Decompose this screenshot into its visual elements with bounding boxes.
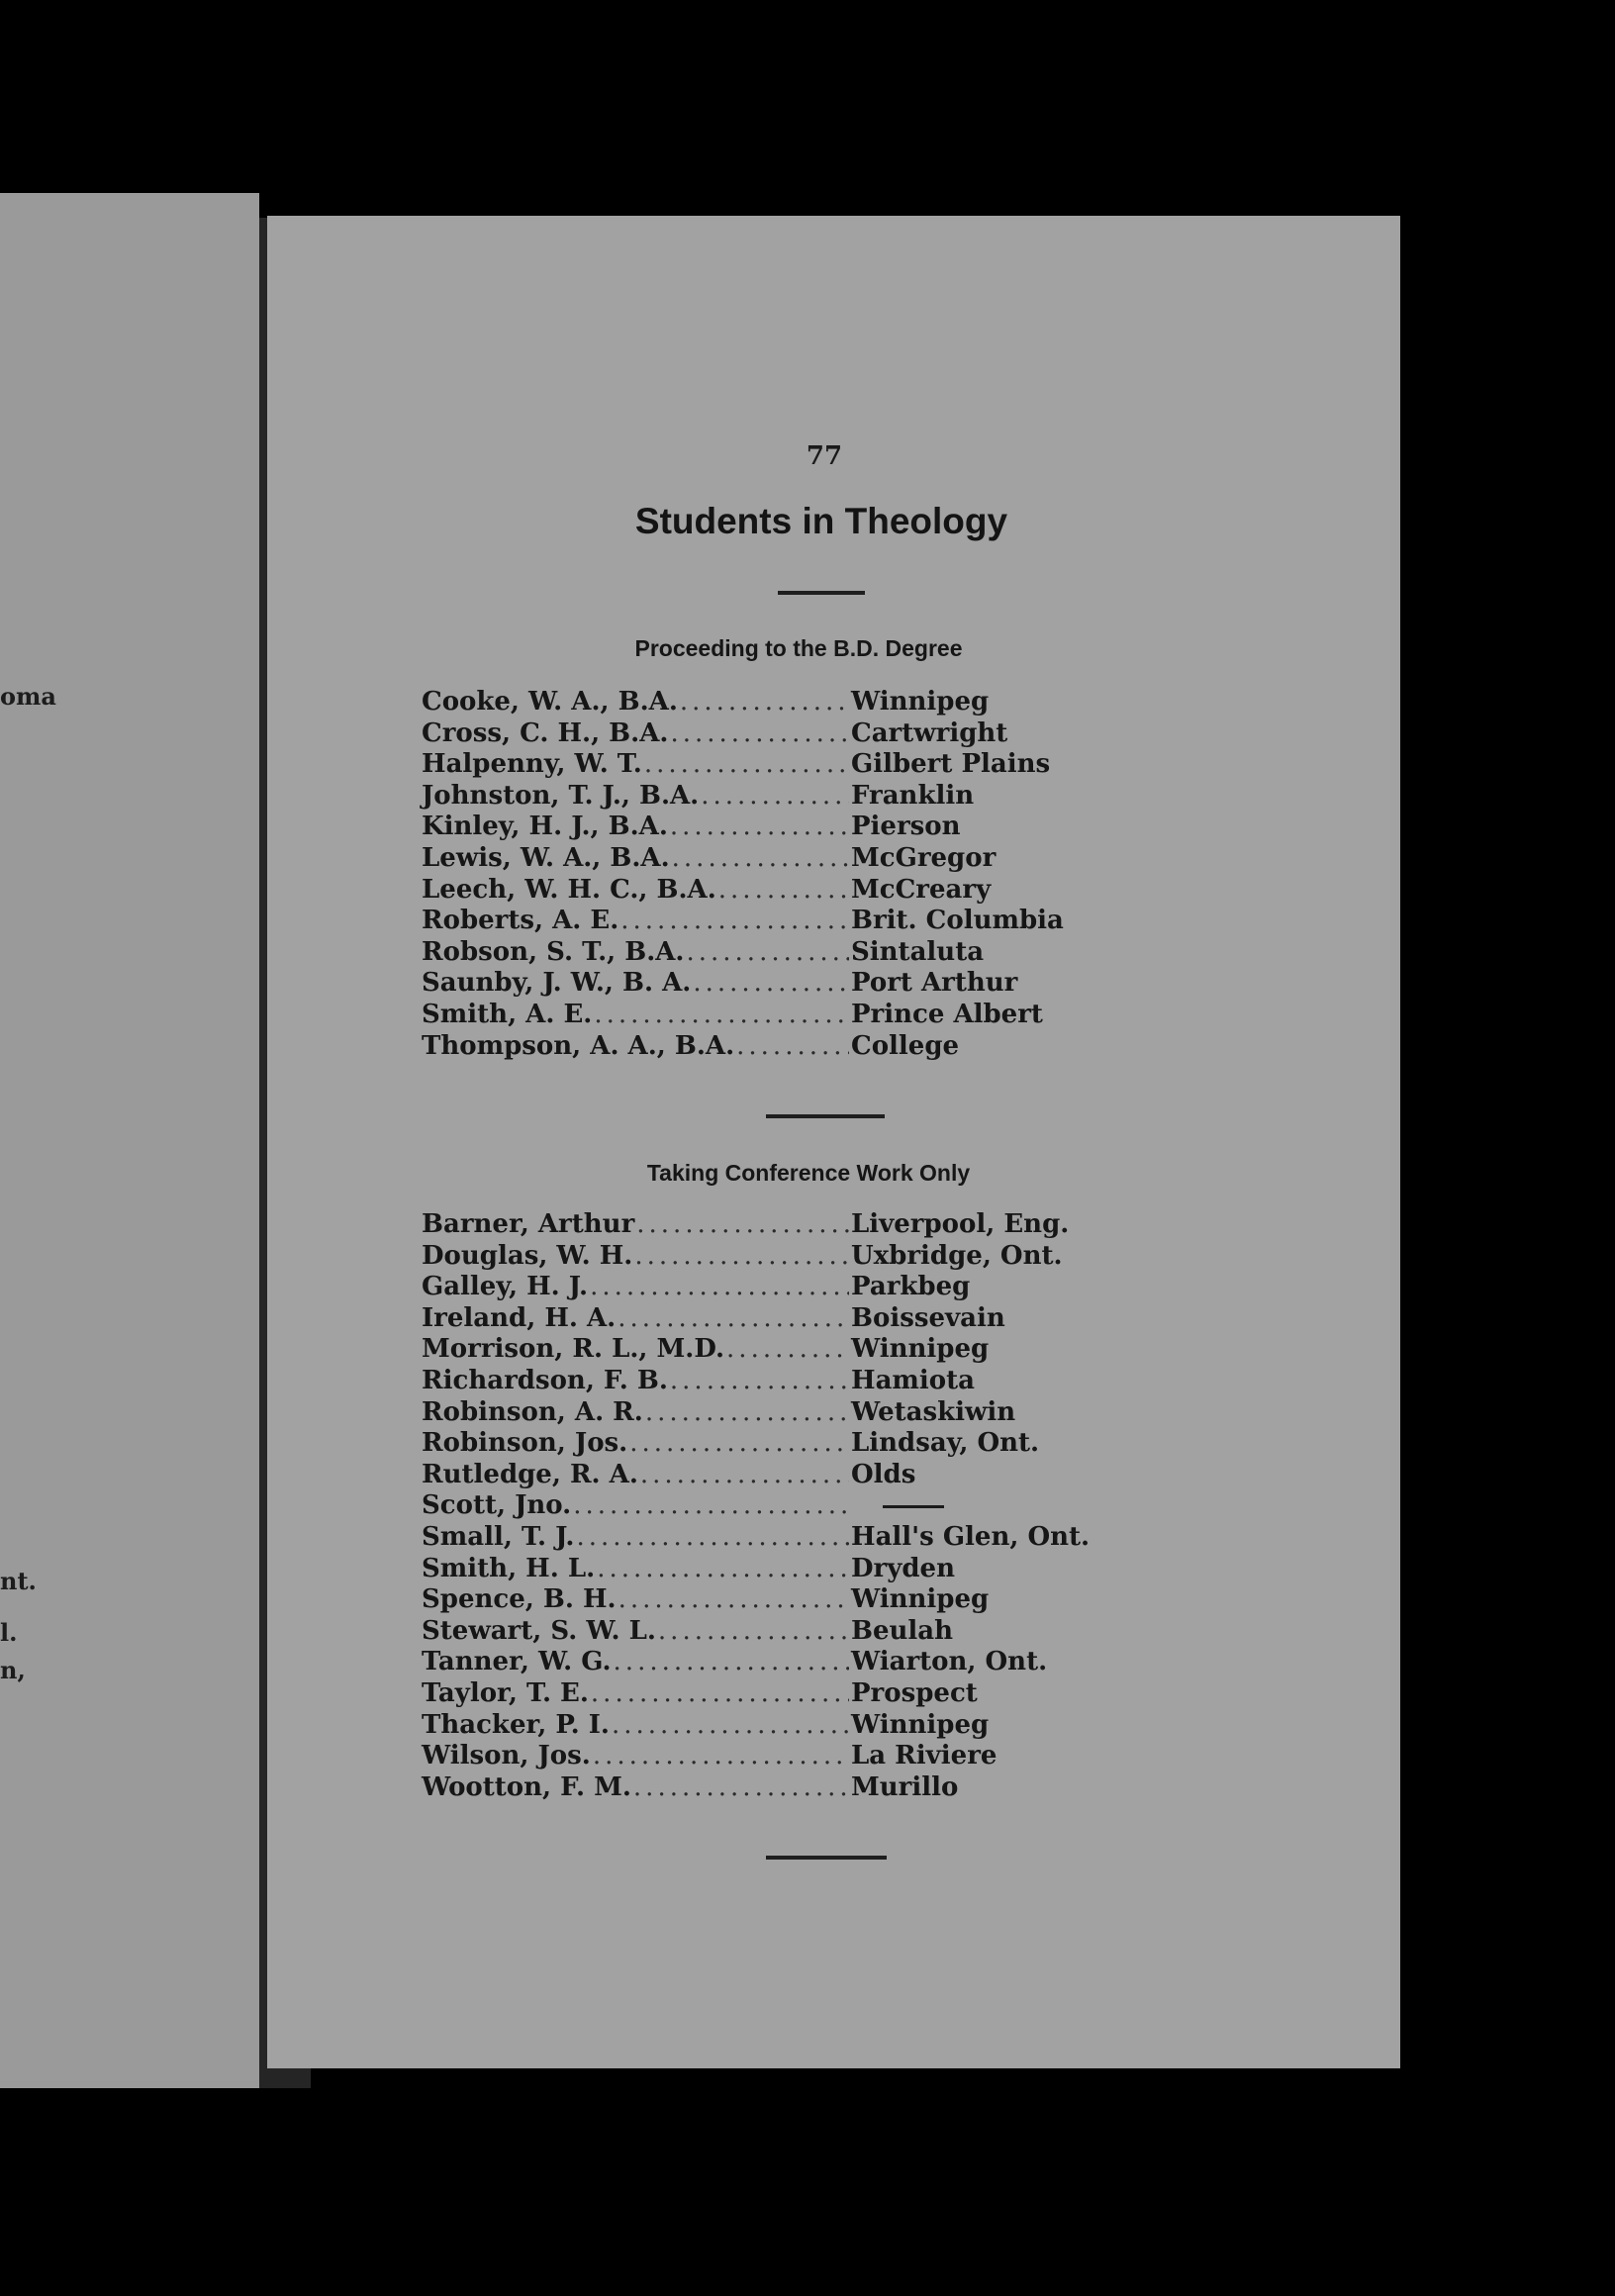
dot-leader — [672, 843, 849, 873]
student-place: Parkbeg — [851, 1272, 971, 1302]
page-title: Students in Theology — [634, 501, 1008, 541]
student-name: Galley, H. J. — [422, 1272, 589, 1302]
student-place: Winnipeg — [851, 687, 990, 717]
student-name: Robson, S. T., B.A. — [422, 936, 685, 967]
student-entry — [422, 781, 1203, 813]
student-place — [851, 1490, 1203, 1520]
dot-leader — [680, 687, 849, 717]
student-name: Halpenny, W. T. — [422, 749, 642, 780]
student-entry — [422, 1272, 1203, 1303]
student-place: Port Arthur — [851, 968, 1018, 999]
student-entry — [422, 1554, 1203, 1585]
section-heading: Taking Conference Work Only — [646, 1160, 971, 1186]
dot-leader — [658, 1616, 849, 1646]
student-entry — [422, 1584, 1203, 1616]
left-page-fragment: n, — [0, 1656, 26, 1684]
student-name: Robinson, Jos. — [422, 1428, 628, 1459]
divider-rule — [778, 591, 865, 595]
student-name: Morrison, R. L., M.D. — [422, 1334, 725, 1365]
dot-leader — [591, 1678, 849, 1708]
student-name: Saunby, J. W., B. A. — [422, 968, 692, 999]
divider-rule — [766, 1114, 885, 1118]
section-heading: Proceeding to the B.D. Degree — [634, 635, 963, 661]
student-entry — [422, 1741, 1203, 1772]
student-entry — [422, 749, 1203, 781]
student-place: La Riviere — [851, 1741, 998, 1771]
student-entry — [422, 687, 1203, 718]
student-entry — [422, 1303, 1203, 1335]
dot-leader — [636, 1209, 849, 1239]
student-place: Prince Albert — [851, 999, 1043, 1029]
student-name: Spence, B. H. — [422, 1584, 617, 1615]
dot-leader — [726, 1334, 849, 1364]
student-entry — [422, 1334, 1203, 1366]
student-entry — [422, 1366, 1203, 1397]
dot-leader — [644, 749, 849, 779]
student-place: Sintaluta — [851, 936, 985, 967]
left-page-fragment: nt. — [0, 1567, 37, 1595]
student-place: Brit. Columbia — [851, 906, 1064, 936]
student-name: Wilson, Jos. — [422, 1741, 591, 1771]
student-place: Beulah — [851, 1615, 954, 1646]
student-place: Wiarton, Ont. — [851, 1647, 1048, 1677]
student-name: Tanner, W. G. — [422, 1647, 612, 1677]
dot-leader — [633, 1772, 849, 1802]
student-entry — [422, 843, 1203, 875]
dot-leader — [629, 1428, 849, 1458]
student-name: Johnston, T. J., B.A. — [422, 780, 700, 811]
student-entry — [422, 1616, 1203, 1648]
student-name: Thacker, P. I. — [422, 1709, 610, 1740]
student-entry — [422, 1209, 1203, 1241]
student-place: Wetaskiwin — [851, 1396, 1016, 1427]
student-name: Scott, Jno. — [422, 1490, 572, 1521]
student-place: Liverpool, Eng. — [851, 1209, 1070, 1239]
student-entry — [422, 718, 1203, 750]
student-entry — [422, 1490, 1203, 1522]
student-name: Smith, H. L. — [422, 1553, 596, 1583]
student-entry — [422, 1710, 1203, 1742]
dot-leader — [634, 1241, 849, 1271]
dot-leader — [618, 1303, 849, 1333]
dot-leader — [718, 875, 849, 905]
student-place: Uxbridge, Ont. — [851, 1240, 1063, 1271]
dot-leader — [597, 1554, 849, 1583]
student-entry — [422, 1031, 1203, 1063]
student-place: Olds — [851, 1459, 916, 1489]
student-place: Cartwright — [851, 718, 1008, 748]
student-entry — [422, 906, 1203, 937]
student-name: Leech, W. H. C., B.A. — [422, 874, 716, 905]
dot-leader — [593, 1741, 849, 1770]
left-page — [0, 193, 259, 2088]
student-place: Winnipeg — [851, 1584, 990, 1615]
student-place: Pierson — [851, 812, 961, 842]
blank-place-dash — [883, 1505, 944, 1508]
dot-leader — [620, 906, 849, 935]
student-name: Richardson, F. B. — [422, 1365, 668, 1395]
page-number: 77 — [806, 441, 843, 471]
dot-leader — [640, 1460, 849, 1489]
dot-leader — [614, 1647, 849, 1676]
dot-leader — [736, 1031, 849, 1061]
student-place: McCreary — [851, 874, 992, 905]
student-entry — [422, 1678, 1203, 1710]
student-name: Roberts, A. E. — [422, 906, 619, 936]
student-name: Small, T. J. — [422, 1521, 575, 1552]
dot-leader — [670, 1366, 849, 1395]
student-entry — [422, 812, 1203, 843]
student-name: Douglas, W. H. — [422, 1240, 633, 1271]
dot-leader — [670, 718, 849, 748]
student-name: Rutledge, R. A. — [422, 1459, 638, 1489]
dot-leader — [686, 937, 849, 967]
student-entry — [422, 1397, 1203, 1429]
dot-leader — [693, 968, 849, 998]
dot-leader — [576, 1522, 849, 1552]
student-place: Prospect — [851, 1677, 978, 1708]
student-name: Kinley, H. J., B.A. — [422, 812, 668, 842]
student-entry — [422, 1000, 1203, 1031]
student-place: McGregor — [851, 842, 997, 873]
student-place: Boissevain — [851, 1302, 1005, 1333]
student-name: Barner, Arthur — [422, 1209, 635, 1239]
dot-leader — [612, 1710, 849, 1740]
student-list — [422, 1209, 1203, 1803]
dot-leader — [618, 1584, 849, 1614]
dot-leader — [701, 781, 849, 811]
student-place: Lindsay, Ont. — [851, 1428, 1040, 1459]
left-page-fragment: oma — [0, 682, 56, 711]
student-name: Lewis, W. A., B.A. — [422, 842, 670, 873]
student-entry — [422, 1428, 1203, 1460]
student-entry — [422, 875, 1203, 907]
student-place: Franklin — [851, 780, 975, 811]
student-name: Wootton, F. M. — [422, 1771, 631, 1802]
dot-leader — [670, 812, 849, 841]
student-entry — [422, 968, 1203, 1000]
student-name: Thompson, A. A., B.A. — [422, 1030, 735, 1061]
student-place: Winnipeg — [851, 1709, 990, 1740]
left-page-fragment: l. — [0, 1618, 18, 1647]
dot-leader — [590, 1272, 849, 1301]
student-name: Taylor, T. E. — [422, 1677, 589, 1708]
student-entry — [422, 1460, 1203, 1491]
student-name: Cooke, W. A., B.A. — [422, 687, 678, 717]
student-entry — [422, 1647, 1203, 1678]
student-place: Hall's Glen, Ont. — [851, 1521, 1091, 1552]
student-place: Dryden — [851, 1553, 955, 1583]
student-name: Cross, C. H., B.A. — [422, 718, 669, 748]
dot-leader — [573, 1490, 849, 1520]
student-list — [422, 687, 1203, 1062]
student-entry — [422, 1522, 1203, 1554]
student-name: Robinson, A. R. — [422, 1396, 643, 1427]
student-place: College — [851, 1030, 960, 1061]
student-entry — [422, 1772, 1203, 1804]
student-place: Gilbert Plains — [851, 749, 1051, 780]
student-place: Murillo — [851, 1771, 959, 1802]
student-name: Stewart, S. W. L. — [422, 1615, 656, 1646]
divider-rule — [766, 1856, 887, 1860]
student-entry — [422, 937, 1203, 969]
student-entry — [422, 1241, 1203, 1273]
student-place: Hamiota — [851, 1365, 975, 1395]
dot-leader — [594, 1000, 849, 1029]
dot-leader — [645, 1397, 849, 1427]
student-name: Smith, A. E. — [422, 999, 593, 1029]
student-name: Ireland, H. A. — [422, 1302, 617, 1333]
student-place: Winnipeg — [851, 1334, 990, 1365]
